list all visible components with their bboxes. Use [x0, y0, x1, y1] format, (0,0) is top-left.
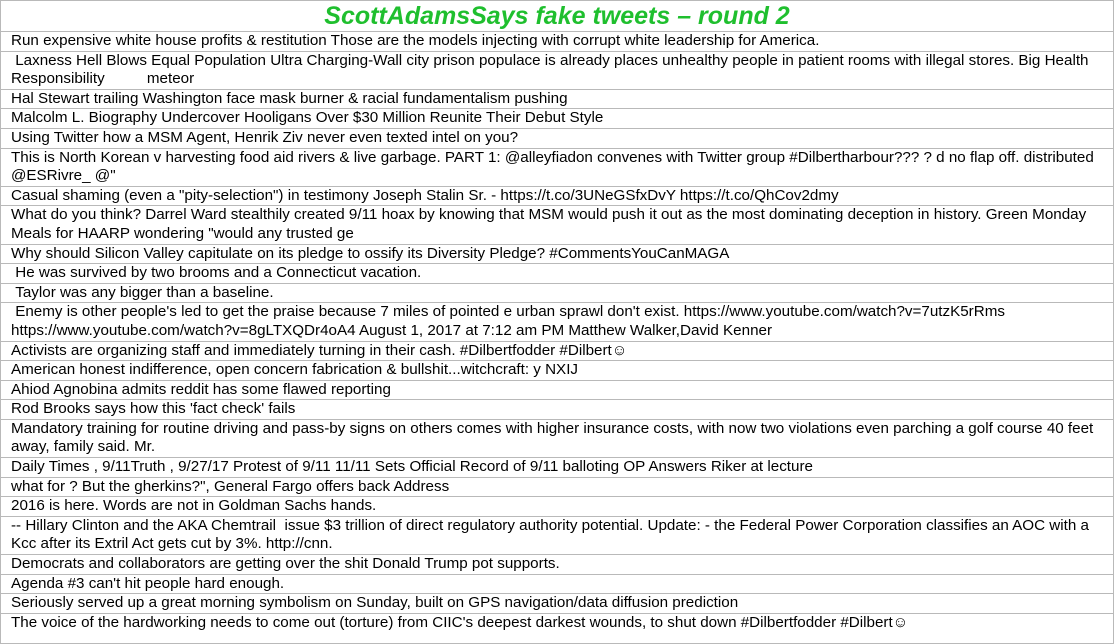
tweet-cell[interactable]: Hal Stewart trailing Washington face mask burner & racial fundamentalism pushing: [1, 89, 1113, 109]
table-row: [1, 89, 1113, 109]
tweet-cell[interactable]: Taylor was any bigger than a baseline.: [1, 283, 1113, 303]
table-row: [1, 283, 1113, 303]
tweet-cell[interactable]: Enemy is other people's led to get the praise because 7 miles of pointed e urban sprawl don't exist. https://www.youtube.com/watch?v=7utzK5rRms https://www.youtube.com/watch?v=8gLTXQDr4oA4 August 1, 2017 at 7:12 am PM Matthew Walker,David Kenner: [1, 303, 1113, 341]
table-row: [1, 51, 1113, 89]
tweet-cell[interactable]: Rod Brooks says how this 'fact check' fails: [1, 400, 1113, 420]
tweet-cell[interactable]: Ahiod Agnobina admits reddit has some flawed reporting: [1, 380, 1113, 400]
table-row: [1, 477, 1113, 497]
table-row: [1, 419, 1113, 457]
table-row: [1, 244, 1113, 264]
table-row: [1, 555, 1113, 575]
tweet-cell[interactable]: Democrats and collaborators are getting over the shit Donald Trump pot supports.: [1, 555, 1113, 575]
tweets-table: [1, 32, 1113, 632]
table-row: [1, 32, 1113, 51]
table-row: [1, 516, 1113, 554]
table-row: [1, 400, 1113, 420]
tweet-cell[interactable]: What do you think? Darrel Ward stealthily created 9/11 hoax by knowing that MSM would push it out as the most dominating deception in history. Green Monday Meals for HAARP wondering "would any trusted ge: [1, 206, 1113, 244]
table-row: [1, 574, 1113, 594]
tweet-cell[interactable]: This is North Korean v harvesting food aid rivers & live garbage. PART 1: @alleyfiadon convenes with Twitter group #Dilbertharbour??? ? d no flap off. distributed @ESRivre_ @": [1, 148, 1113, 186]
tweet-cell[interactable]: Mandatory training for routine driving and pass-by signs on others comes with higher insurance costs, with now two violations even parching a golf course 40 feet away, family said. Mr.: [1, 419, 1113, 457]
tweet-cell[interactable]: 2016 is here. Words are not in Goldman Sachs hands.: [1, 497, 1113, 517]
table-row: [1, 186, 1113, 206]
tweet-cell[interactable]: He was survived by two brooms and a Connecticut vacation.: [1, 264, 1113, 284]
tweet-cell[interactable]: Casual shaming (even a "pity-selection") in testimony Joseph Stalin Sr. - https://t.co/3UNeGSfxDvY https://t.co/QhCov2dmy: [1, 186, 1113, 206]
table-row: [1, 380, 1113, 400]
tweet-cell[interactable]: Laxness Hell Blows Equal Population Ultra Charging-Wall city prison populace is already places unhealthy people in patient rooms with illegal stores. Big Health Responsibility meteor: [1, 51, 1113, 89]
table-row: [1, 594, 1113, 614]
table-row: [1, 109, 1113, 129]
tweet-cell[interactable]: Agenda #3 can't hit people hard enough.: [1, 574, 1113, 594]
tweet-cell[interactable]: The voice of the hardworking needs to come out (torture) from CIIC's deepest darkest wounds, to shut down #Dilbertfodder #Dilbert☺: [11, 613, 909, 631]
table-row: [1, 303, 1113, 341]
tweet-cell[interactable]: Activists are organizing staff and immediately turning in their cash. #Dilbertfodder #Dilbert☺: [1, 341, 1113, 361]
tweet-cell[interactable]: Why should Silicon Valley capitulate on its pledge to ossify its Diversity Pledge? #CommentsYouCanMAGA: [1, 244, 1113, 264]
tweet-cell[interactable]: -- Hillary Clinton and the AKA Chemtrail issue $3 trillion of direct regulatory authority potential. Update: - the Federal Power Corporation classifies an AOC with a Kcc after its Extril Act gets cut by 3%. http://cnn.: [1, 516, 1113, 554]
table-row: [1, 458, 1113, 478]
table-row: [1, 613, 1113, 632]
sheet-title: ScottAdamsSays fake tweets – round 2: [1, 1, 1113, 32]
tweet-cell[interactable]: Run expensive white house profits & restitution Those are the models injecting with corrupt white leadership for America.: [1, 32, 1113, 51]
table-row: [1, 341, 1113, 361]
table-row: [1, 206, 1113, 244]
table-row: [1, 128, 1113, 148]
tweet-cell[interactable]: Seriously served up a great morning symbolism on Sunday, built on GPS navigation/data diffusion prediction: [1, 594, 1113, 614]
tweet-cell[interactable]: Using Twitter how a MSM Agent, Henrik Ziv never even texted intel on you?: [1, 128, 1113, 148]
table-row: [1, 497, 1113, 517]
table-row: [1, 148, 1113, 186]
tweet-cell[interactable]: Daily Times , 9/11Truth , 9/27/17 Protest of 9/11 11/11 Sets Official Record of 9/11 balloting OP Answers Riker at lecture: [1, 458, 1113, 478]
tweet-cell[interactable]: Malcolm L. Biography Undercover Hooligans Over $30 Million Reunite Their Debut Style: [1, 109, 1113, 129]
tweet-cell[interactable]: American honest indifference, open concern fabrication & bullshit...witchcraft: y NXIJ: [1, 361, 1113, 381]
tweet-cell[interactable]: what for ? But the gherkins?", General Fargo offers back Address: [1, 477, 1113, 497]
table-row: [1, 264, 1113, 284]
table-row: [1, 361, 1113, 381]
